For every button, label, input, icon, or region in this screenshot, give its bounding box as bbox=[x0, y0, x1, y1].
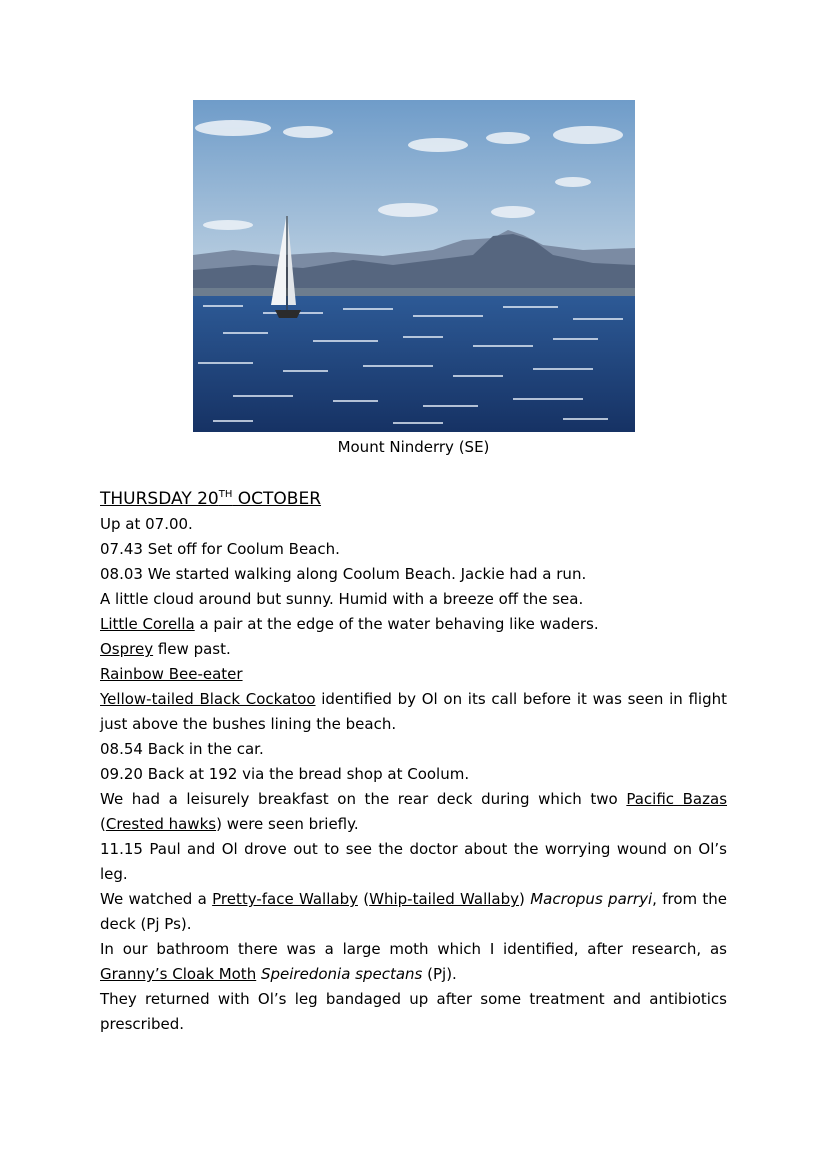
heading-ordinal: TH bbox=[218, 489, 233, 500]
entry-line: A little cloud around but sunny. Humid with a breeze off the sea. bbox=[100, 590, 584, 608]
species-name: Pretty-face Wallaby bbox=[212, 890, 358, 908]
entry-text: In our bathroom there was a large moth which I identified, after research, as bbox=[100, 940, 727, 958]
species-alt-name: Whip-tailed Wallaby bbox=[369, 890, 520, 908]
entry-line bbox=[100, 687, 727, 737]
entry-text: identified by Ol on its call before it was seen in flight just above the bushes lining the beach. bbox=[100, 690, 727, 733]
entry-text: ( bbox=[100, 815, 106, 833]
species-name: Yellow-tailed Black Cockatoo bbox=[100, 690, 316, 708]
sailboat-photo bbox=[193, 100, 635, 432]
entry-line: 11.15 Paul and Ol drove out to see the doctor about the worrying wound on Ol’s leg. bbox=[100, 840, 727, 883]
entry-line bbox=[100, 787, 727, 837]
entry-text: (Pj). bbox=[422, 965, 457, 983]
species-name: Little Corella bbox=[100, 615, 195, 633]
heading-date: THURSDAY 20 bbox=[100, 489, 219, 509]
species-alt-name: Crested hawks bbox=[105, 815, 217, 833]
latin-name: Speiredonia spectans bbox=[260, 965, 423, 983]
latin-name: Macropus parryi bbox=[530, 890, 653, 908]
heading-month: OCTOBER bbox=[232, 489, 322, 509]
entry-line: 08.03 We started walking along Coolum Beach. Jackie had a run. bbox=[100, 565, 587, 583]
photo-caption: Mount Ninderry (SE) bbox=[337, 438, 490, 456]
species-name: Pacific Bazas bbox=[626, 790, 728, 808]
entry-line: 07.43 Set off for Coolum Beach. bbox=[100, 540, 340, 558]
entry-line: Up at 07.00. bbox=[100, 515, 193, 533]
species-name: Granny’s Cloak Moth bbox=[100, 965, 257, 983]
species-name: Osprey bbox=[100, 640, 154, 658]
entry-text: We had a leisurely breakfast on the rear deck during which two bbox=[100, 790, 627, 808]
entry-text: flew past. bbox=[153, 640, 231, 658]
entry-text: ( bbox=[357, 890, 370, 908]
entry-line bbox=[100, 937, 727, 987]
entry-line: 09.20 Back at 192 via the bread shop at Coolum. bbox=[100, 765, 470, 783]
entry-line: They returned with Ol’s leg bandaged up after some treatment and antibiotics prescribed. bbox=[100, 990, 727, 1033]
entry-line bbox=[100, 637, 727, 662]
species-name: Rainbow Bee-eater bbox=[100, 665, 243, 683]
entry-text: We watched a bbox=[100, 890, 213, 908]
entry-text: , from the deck (Pj Ps). bbox=[100, 890, 728, 933]
entry-line bbox=[100, 887, 727, 937]
entry-text: ) were seen briefly. bbox=[216, 815, 359, 833]
entry-line: 08.54 Back in the car. bbox=[100, 740, 264, 758]
diary-entry bbox=[100, 487, 727, 1037]
sailboat-seascape-icon bbox=[193, 100, 635, 432]
entry-line bbox=[100, 612, 727, 637]
entry-line bbox=[100, 662, 727, 687]
entry-text: ) bbox=[519, 890, 531, 908]
entry-text: a pair at the edge of the water behaving like waders. bbox=[194, 615, 599, 633]
day-heading bbox=[100, 487, 727, 512]
